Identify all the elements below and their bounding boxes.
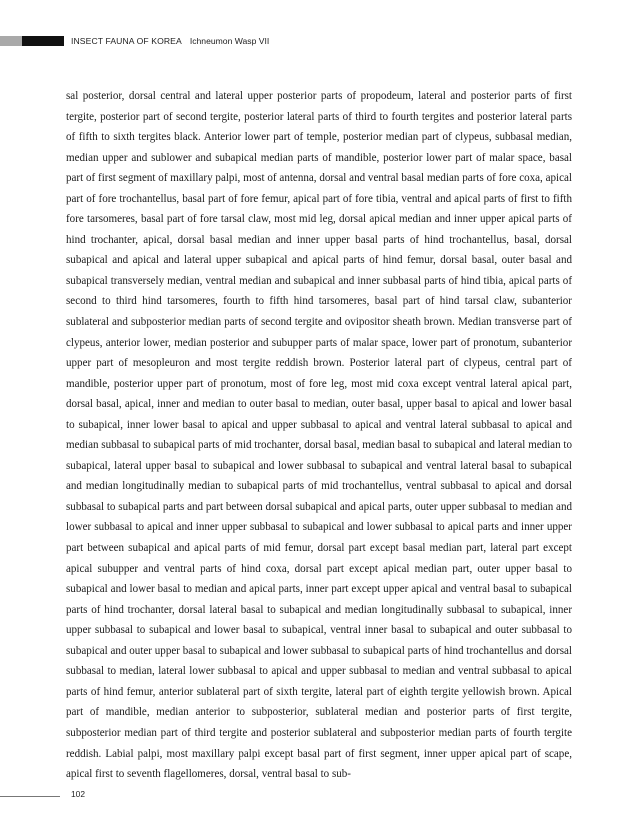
- header-bar-black: [22, 36, 64, 46]
- running-header: [0, 36, 637, 46]
- page-number: 102: [71, 789, 85, 799]
- series-title: INSECT FAUNA OF KOREA: [71, 36, 182, 46]
- page-footer: [0, 785, 637, 805]
- header-bar-gray: [0, 36, 22, 46]
- footer-rule: [0, 796, 60, 797]
- body-paragraph: sal posterior, dorsal central and lateral upper posterior parts of propodeum, lateral and posterior parts of first tergite, posterior part of second tergite, posterior lateral parts of third to fourth tergites and posterior lateral parts of fifth to sixth tergites black. Anterior lower part of temple, posterior median part of clypeus, subbasal median, median upper and sublower and subapical median parts of mandible, posterior lower part of malar space, basal part of first segment of maxillary palpi, most of antenna, dorsal and ventral basal median parts of fore coxa, apical part of fore trochantellus, basal part of fore femur, apical part of fore tibia, ventral and apical parts of first to fifth fore tarsomeres, basal part of fore tarsal claw, most mid leg, dorsal apical median and inner upper apical parts of hind trochanter, apical, dorsal basal median and inner upper basal parts of hind trochantellus, basal, dorsal subapical and apical and lateral upper subapical and apical parts of hind femur, dorsal basal, outer basal and subapical transversely median, ventral median and subapical and inner subbasal parts of hind tibia, apical parts of second to third hind tarsomeres, fourth to fifth hind tarsomeres, basal part of hind tarsal claw, subanterior sublateral and subposterior median parts of second tergite and ovipositor sheath brown. Median transverse part of clypeus, anterior lower, median posterior and subupper parts of malar space, lower part of pronotum, subanterior upper part of mesopleuron and most tergite reddish brown. Posterior lateral part of clypeus, central part of mandible, posterior upper part of pronotum, most of fore leg, most mid coxa except ventral lateral apical part, dorsal basal, apical, inner and median to outer basal to median, outer basal, upper basal to apical and lower basal to subapical, inner lower basal to apical and upper subbasal to apical and ventral lateral subbasal to apical and median subbasal to subapical parts of mid trochanter, dorsal basal, median basal to subapical and lateral median to subapical, lateral upper basal to subapical and lower subbasal to subapical and ventral lateral basal to subapical and median longitudinally median to subapical parts of mid trochantellus, ventral subbasal to apical and dorsal subbasal to subapical parts and part between dorsal subapical and apical parts, outer upper subbasal to median and lower subbasal to apical and inner upper subbasal to subapical and lower subbasal to apical parts and inner upper part between subapical and apical parts of mid femur, dorsal part except basal median part, lateral part except apical subupper and ventral parts of hind coxa, dorsal part except apical median part, outer upper basal to subapical and lower basal to median and apical parts, inner part except upper apical and ventral basal to subapical parts of hind trochanter, dorsal lateral basal to subapical and median longitudinally subbasal to subapical, inner upper subbasal to subapical and lower basal to subapical, ventral inner basal to subapical and outer subbasal to subapical and outer upper basal to subapical and lower subbasal to subapical parts of hind trochantellus and dorsal subbasal to median, lateral lower subbasal to apical and upper subbasal to median and ventral subbasal to apical parts of hind femur, anterior sublateral part of sixth tergite, lateral part of eighth tergite yellowish brown. Apical part of mandible, median anterior to subposterior, sublateral median and posterior parts of first tergite, subposterior median part of third tergite and posterior sublateral and subposterior median parts of fourth tergite reddish. Labial palpi, most maxillary palpi except basal part of first segment, inner upper apical part of scape, apical first to seventh flagellomeres, dorsal, ventral basal to sub-: [66, 90, 572, 781]
- volume-subtitle: Ichneumon Wasp VII: [189, 36, 270, 46]
- header-text: [71, 35, 269, 47]
